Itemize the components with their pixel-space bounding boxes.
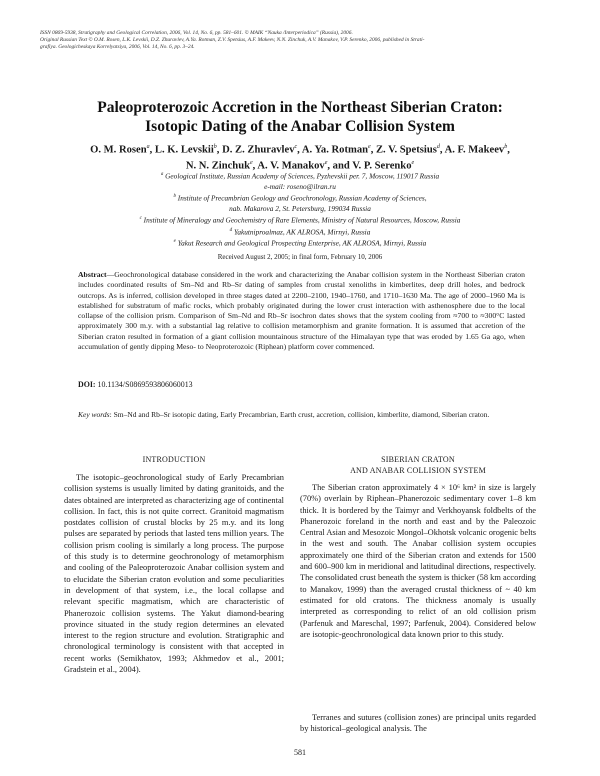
original-text-line: Original Russian Text © O.M. Rosen, L.K. Levskii, D.Z. Zhuravlev, A.Ya. Rotman, Z.V. Spetsius, A.F. Makeev, N.N. Zinchuk, A.V. Manakov, V.P. Serenko, 2006, published in Strati-	[40, 37, 425, 43]
doi-link[interactable]: 10.1134/S0869593806060013	[97, 380, 193, 389]
author-name: A. F. Makeev	[444, 144, 505, 156]
authors-line-1: O. M. Rosen$^a$, L. K. Levskii$^b$, D. Z. Zhuravlev$^c$, A. Ya. Rotman$^e$, Z. V. Spetsius$^d$, A. F. Makeev$^b$,	[90, 144, 510, 156]
abstract-text: —Geochronological database considered in the work and characterizing the Anabar collision system in the Northeast Siberian craton includes coordinated results of Sm–Nd and Rb–Sr dating of samples from crustal xenoliths in kimberlites, deep drill holes, and bedrock outcrops. As is inferred, collision developed in three stages dated at 2200–2100, 1940–1760, and 1710–1630 Ma. The age of 2000–1960 Ma is established for substratum of mafic rocks, which probably originated during the lower crust interaction with asthenosphere due to the local collapse of the collision prism. Comparison of Sm–Nd and Rb–Sr isochron dates shows that the system cooling from ≈700 to ≈300°C lasted approximately 300 m.y. with a substantial lag relative to collision metamorphism and granite formation. It is assumed that accretion of the Siberian craton resulted in formation of a giant collision mountainous structure of the Himalayan type that was eroded by 1.65 Ga ago, when accumulation of gently dipping Meso- to Neoproterozoic (Riphean) platform cover commenced.	[78, 270, 525, 352]
author-name: D. Z. Zhuravlev	[222, 144, 295, 156]
author-name: Z. V. Spetsius	[375, 144, 437, 156]
siberian-craton-heading: SIBERIAN CRATON AND ANABAR COLLISION SYSTEM	[350, 455, 486, 475]
author-name: N. N. Zinchuk	[185, 160, 250, 172]
introduction-paragraph: The isotopic–geochronological study of Early Precambrian collision systems is usually limited by dating granitoids, and the dates obtained are interpreted as characterizing age of continental collision. In fact, this is not quite correct. Granitoid magmatism postdates collision of crustal blocks by 25 m.y. and its long pulses are separated by periods that lasted tens million years. The collision prism cooling is similarly a long process. The purpose of this study is to determine geochronology of metamorphism and cooling of the Paleoproterozoic Anabar collision system and to elucidate the Siberian craton evolution and some peculiarities in development of that system, i.e., the local collapse and relevant specific magmatism, which are characteristic of Phanerozoic collision systems. The Yakut diamond-bearing province situated in the study region determines an elevated interest to the region structure and evolution. Stratigraphic and chronological terminology is consistent with that accepted in recent works (Semikhatov, 1993; Akhmedov et al., 2001; Gradstein et al., 2004).	[64, 473, 284, 675]
journal-citation-line: ISSN 0869-5938, Stratigraphy and Geological Correlation, 2006, Vol. 14, No. 6, pp. 581–601. © MAIK “Nauka /Interperiodica” (Russia), 2006.	[40, 30, 353, 36]
title-line-1: Paleoproterozoic Accretion in the Northeast Siberian Craton:	[97, 99, 503, 116]
author-name: V. P. Serenko	[352, 160, 412, 172]
introduction-heading: INTRODUCTION	[142, 455, 206, 464]
title-line-2: Isotopic Dating of the Anabar Collision System	[145, 118, 455, 135]
affiliation-e: $^e$ Yakut Research and Geological Prospecting Enterprise, AK ALROSA, Mirnyi, Russia	[173, 238, 427, 248]
affiliation-b: $^b$ Institute of Precambrian Geology and Geochronology, Russian Academy of Sciences,	[173, 193, 427, 203]
abstract-label: Abstract	[78, 270, 107, 279]
abstract	[78, 270, 525, 352]
affiliation-b-address: nab. Makarova 2, St. Petersburg, 199034 Russia	[229, 203, 371, 213]
siberian-paragraph-1: The Siberian craton approximately 4 × 10⁶ km² in size is largely (70%) overlain by Riphean–Phanerozoic sedimentary cover 1–8 km thick. It is bordered by the Taimyr and Verkhoyansk foldbelts of the Phanerozoic foreland in the north and east and by the Paleozoic Central Asian and Mesozoic Mongol–Okhotsk volcanic orogenic belts in the west and south. The Anabar collision system occupies approximately one third of the Siberian craton and extends for 1500 and 600–900 km in meridional and latitudinal directions, respectively. The consolidated crust beneath the system is thicker (58 km according to Manakov, 1999) than the averaged crustal thickness of ~ 40 km estimated for old cratons. The thickness anomaly is usually interpreted as corresponding to relict of an old collision prism (Parfenuk and Mareschal, 1997; Parfenuk, 2004). Considered below are isotopic-geochronological data known prior to this study.	[300, 483, 536, 639]
authors-line-2: N. N. Zinchuk$^e$, A. V. Manakov$^e$, and V. P. Serenko$^e$	[185, 160, 415, 172]
author-name: A. V. Manakov	[257, 160, 325, 172]
keywords-label: Key words	[78, 410, 110, 419]
affiliation-a: $^a$ Geological Institute, Russian Academy of Sciences, Pyzhevskii per. 7, Moscow, 119017 Russia	[160, 171, 440, 181]
paper-title	[40, 98, 560, 136]
affiliation-d: $^d$ Yakutniproalmaz, AK ALROSA, Mirnyi, Russia	[229, 227, 371, 237]
keywords	[78, 410, 525, 420]
original-text-line-cont: grafiya. Geologicheskaya Korrelyatsiya, 2006, Vol. 14, No. 6, pp. 3–24.	[40, 44, 195, 50]
doi-label: DOI:	[78, 380, 96, 389]
author-list	[40, 141, 560, 173]
page-number: 581	[294, 748, 306, 757]
affiliation-c: $^c$ Institute of Mineralogy and Geochemistry of Rare Elements, Ministry of Natural Resources, Moscow, Russia	[139, 215, 461, 225]
siberian-paragraph-2: Terranes and sutures (collision zones) are principal units regarded by historical–geological analysis. The	[300, 713, 536, 734]
doi	[78, 380, 525, 390]
received-dates: Received August 2, 2005; in final form, February 10, 2006	[217, 253, 383, 261]
author-name: L. K. Levskii	[154, 144, 214, 156]
author-name: O. M. Rosen	[90, 144, 147, 156]
affiliations	[40, 170, 560, 249]
journal-header	[40, 30, 560, 51]
keywords-text: : Sm–Nd and Rb–Sr isotopic dating, Early Precambrian, Earth crust, accretion, collision, kimberlite, diamond, Siberian craton.	[109, 410, 490, 419]
author-name: A. Ya. Rotman	[301, 144, 369, 156]
contact-email: e-mail: roseno@ilran.ru	[264, 181, 336, 191]
